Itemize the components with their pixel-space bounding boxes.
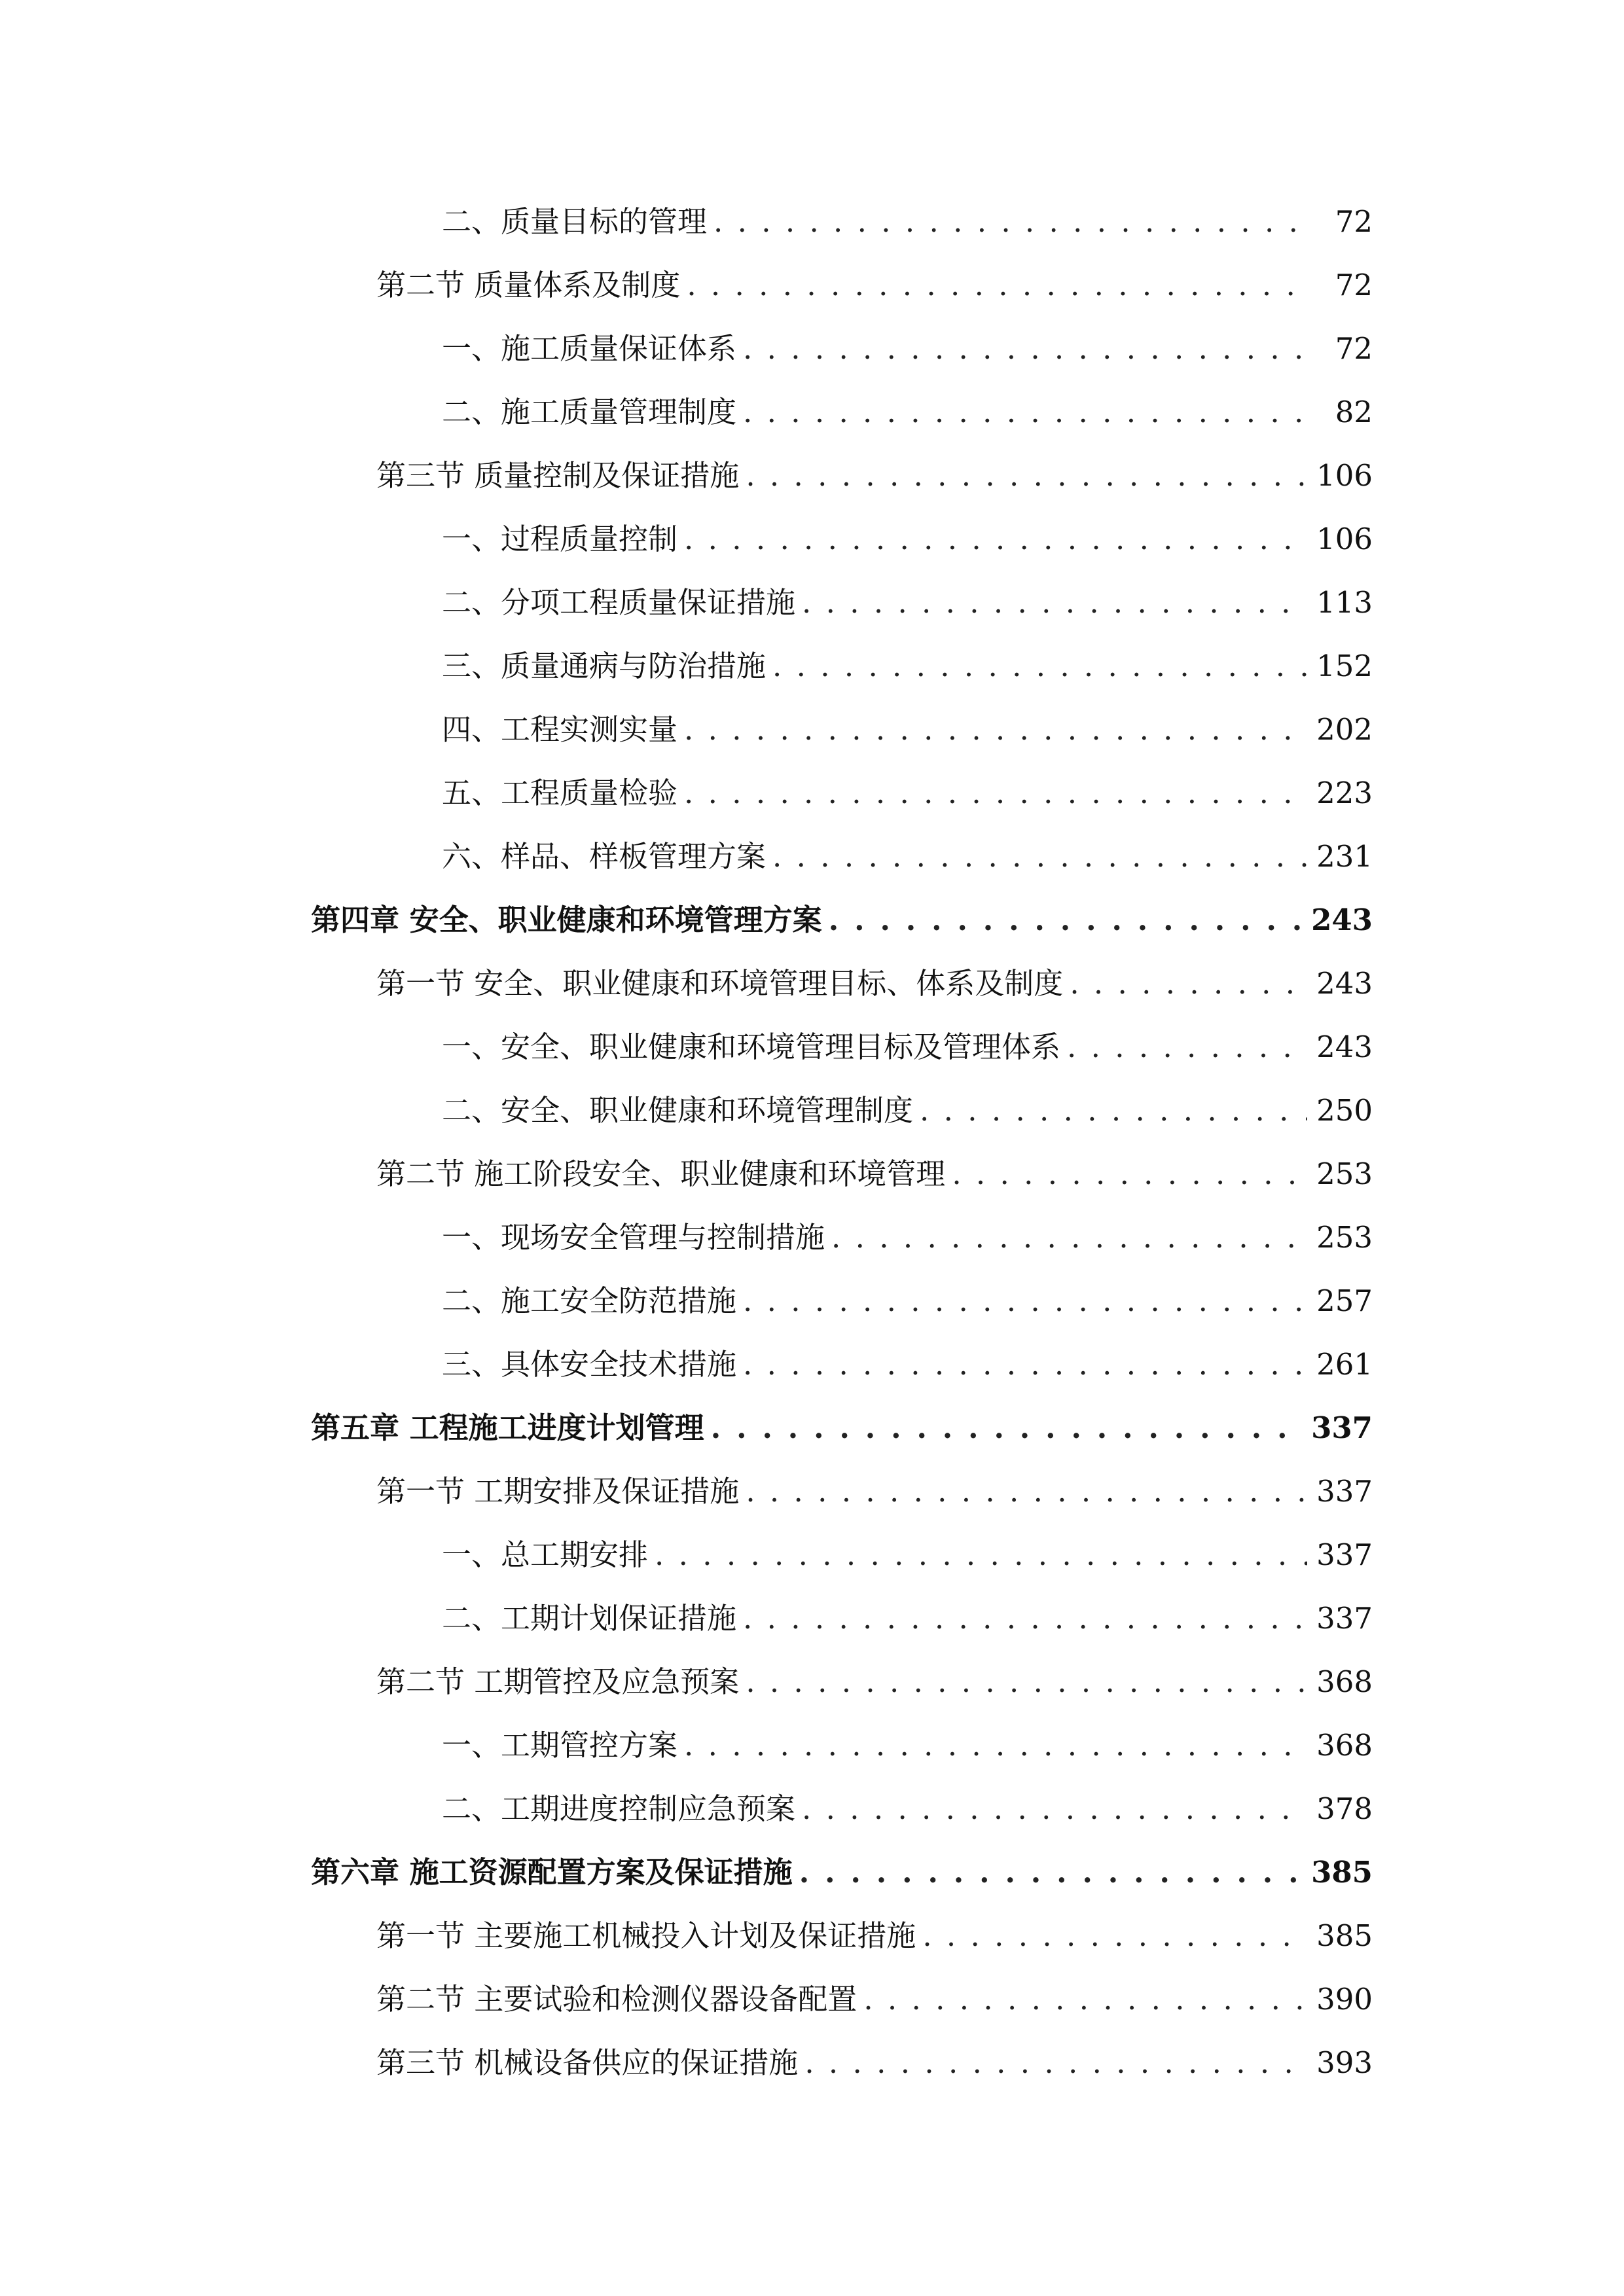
toc-entry-title: 一、工期管控方案 (442, 1728, 678, 1763)
toc-entry-title: 四、工程实测实量 (442, 712, 678, 747)
dot-leader (683, 253, 1311, 317)
toc-entry-title: 二、施工安全防范措施 (442, 1283, 737, 1318)
toc-entry-page-number: 113 (1316, 585, 1373, 620)
toc-section-entry[interactable] (311, 2031, 1373, 2094)
toc-entry-title: 二、安全、职业健康和环境管理制度 (442, 1093, 914, 1128)
toc-subsection-entry[interactable] (311, 190, 1373, 253)
toc-entry-title: 第一节 工期安排及保证措施 (376, 1474, 740, 1509)
toc-entry-title: 第一节 主要施工机械投入计划及保证措施 (376, 1918, 916, 1953)
toc-subsection-entry[interactable] (311, 1777, 1373, 1840)
dot-leader (739, 317, 1311, 380)
toc-subsection-entry[interactable] (311, 761, 1373, 825)
toc-entry-title: 第五章 工程施工进度计划管理 (311, 1410, 704, 1445)
toc-entry-page-number: 243 (1316, 1030, 1373, 1064)
toc-entry-title: 第二节 施工阶段安全、职业健康和环境管理 (376, 1157, 946, 1191)
toc-entry-title: 第二节 工期管控及应急预案 (376, 1664, 740, 1699)
dot-leader (825, 888, 1302, 952)
toc-section-entry[interactable] (311, 1650, 1373, 1713)
toc-subsection-entry[interactable] (311, 1015, 1373, 1079)
toc-entry-page-number: 253 (1316, 1220, 1373, 1255)
toc-entry-page-number: 390 (1316, 1982, 1373, 2017)
toc-entry-page-number: 337 (1316, 1537, 1373, 1572)
toc-entry-title: 第四章 安全、职业健康和环境管理方案 (311, 903, 822, 937)
toc-section-entry[interactable] (311, 1460, 1373, 1523)
toc-entry-page-number: 82 (1335, 395, 1373, 429)
toc-entry-page-number: 243 (1316, 966, 1373, 1001)
dot-leader (651, 1523, 1307, 1587)
toc-entry-page-number: 72 (1335, 268, 1373, 302)
dot-leader (742, 444, 1307, 507)
toc-entry-page-number: 337 (1316, 1601, 1373, 1636)
toc-entry-page-number: 385 (1316, 1918, 1373, 1953)
toc-chapter-entry[interactable] (311, 888, 1373, 952)
toc-entry-page-number: 202 (1316, 712, 1373, 747)
toc-entry-page-number: 72 (1335, 204, 1373, 239)
toc-entry-title: 一、现场安全管理与控制措施 (442, 1220, 825, 1255)
toc-entry-page-number: 231 (1316, 839, 1373, 874)
toc-entry-title: 二、质量目标的管理 (442, 204, 708, 239)
dot-leader (768, 825, 1307, 888)
toc-subsection-entry[interactable] (311, 825, 1373, 888)
table-of-contents (311, 190, 1373, 2094)
toc-entry-title: 二、工期进度控制应急预案 (442, 1791, 796, 1826)
toc-entry-title: 第三节 机械设备供应的保证措施 (376, 2045, 799, 2080)
dot-leader (739, 1587, 1307, 1650)
toc-section-entry[interactable] (311, 952, 1373, 1015)
toc-section-entry[interactable] (311, 1967, 1373, 2031)
toc-entry-title: 第一节 安全、职业健康和环境管理目标、体系及制度 (376, 966, 1064, 1001)
toc-entry-title: 一、施工质量保证体系 (442, 331, 737, 366)
dot-leader (739, 1269, 1307, 1333)
toc-subsection-entry[interactable] (311, 1713, 1373, 1777)
toc-entry-page-number: 368 (1316, 1728, 1373, 1763)
toc-subsection-entry[interactable] (311, 1206, 1373, 1269)
toc-entry-page-number: 152 (1316, 649, 1373, 683)
dot-leader (680, 507, 1307, 571)
toc-entry-title: 第二节 质量体系及制度 (376, 268, 681, 302)
dot-leader (710, 190, 1311, 253)
dot-leader (795, 1840, 1302, 1904)
toc-subsection-entry[interactable] (311, 698, 1373, 761)
toc-entry-page-number: 261 (1316, 1347, 1373, 1382)
dot-leader (680, 761, 1307, 825)
dot-leader (801, 2031, 1307, 2094)
toc-section-entry[interactable] (311, 1142, 1373, 1206)
toc-entry-title: 五、工程质量检验 (442, 776, 678, 810)
dot-leader (742, 1460, 1307, 1523)
toc-entry-title: 二、施工质量管理制度 (442, 395, 737, 429)
toc-entry-title: 三、质量通病与防治措施 (442, 649, 767, 683)
toc-entry-title: 第三节 质量控制及保证措施 (376, 458, 740, 493)
toc-entry-page-number: 253 (1316, 1157, 1373, 1191)
dot-leader (827, 1206, 1307, 1269)
toc-entry-title: 二、分项工程质量保证措施 (442, 585, 796, 620)
toc-entry-title: 第二节 主要试验和检测仪器设备配置 (376, 1982, 857, 2017)
dot-leader (742, 1650, 1307, 1713)
toc-entry-title: 六、样品、样板管理方案 (442, 839, 767, 874)
toc-section-entry[interactable] (311, 1904, 1373, 1967)
toc-entry-page-number: 337 (1311, 1410, 1373, 1445)
toc-entry-page-number: 250 (1316, 1093, 1373, 1128)
dot-leader (1066, 952, 1307, 1015)
toc-entry-title: 一、总工期安排 (442, 1537, 649, 1572)
toc-subsection-entry[interactable] (311, 1269, 1373, 1333)
toc-subsection-entry[interactable] (311, 571, 1373, 634)
toc-entry-page-number: 72 (1335, 331, 1373, 366)
toc-entry-page-number: 385 (1311, 1855, 1373, 1890)
toc-section-entry[interactable] (311, 253, 1373, 317)
dot-leader (707, 1396, 1302, 1460)
dot-leader (798, 1777, 1307, 1840)
dot-leader (918, 1904, 1307, 1967)
dot-leader (798, 571, 1307, 634)
toc-entry-title: 一、过程质量控制 (442, 522, 678, 556)
toc-entry-page-number: 106 (1316, 458, 1373, 493)
toc-subsection-entry[interactable] (311, 1333, 1373, 1396)
toc-subsection-entry[interactable] (311, 1523, 1373, 1587)
dot-leader (739, 380, 1311, 444)
toc-entry-title: 第六章 施工资源配置方案及保证措施 (311, 1855, 793, 1890)
toc-section-entry[interactable] (311, 444, 1373, 507)
toc-subsection-entry[interactable] (311, 507, 1373, 571)
toc-entry-page-number: 257 (1316, 1283, 1373, 1318)
dot-leader (948, 1142, 1307, 1206)
toc-subsection-entry[interactable] (311, 317, 1373, 380)
dot-leader (680, 1713, 1307, 1777)
toc-entry-page-number: 393 (1316, 2045, 1373, 2080)
toc-entry-page-number: 368 (1316, 1664, 1373, 1699)
dot-leader (859, 1967, 1307, 2031)
dot-leader (916, 1079, 1307, 1142)
toc-entry-title: 一、安全、职业健康和环境管理目标及管理体系 (442, 1030, 1061, 1064)
toc-entry-page-number: 243 (1311, 903, 1373, 937)
toc-subsection-entry[interactable] (311, 1587, 1373, 1650)
toc-chapter-entry[interactable] (311, 1396, 1373, 1460)
toc-entry-page-number: 223 (1316, 776, 1373, 810)
toc-subsection-entry[interactable] (311, 380, 1373, 444)
toc-entry-title: 二、工期计划保证措施 (442, 1601, 737, 1636)
dot-leader (768, 634, 1307, 698)
toc-subsection-entry[interactable] (311, 634, 1373, 698)
dot-leader (680, 698, 1307, 761)
toc-entry-page-number: 378 (1316, 1791, 1373, 1826)
toc-chapter-entry[interactable] (311, 1840, 1373, 1904)
dot-leader (1063, 1015, 1307, 1079)
toc-entry-page-number: 337 (1316, 1474, 1373, 1509)
toc-subsection-entry[interactable] (311, 1079, 1373, 1142)
dot-leader (739, 1333, 1307, 1396)
toc-entry-page-number: 106 (1316, 522, 1373, 556)
toc-entry-title: 三、具体安全技术措施 (442, 1347, 737, 1382)
